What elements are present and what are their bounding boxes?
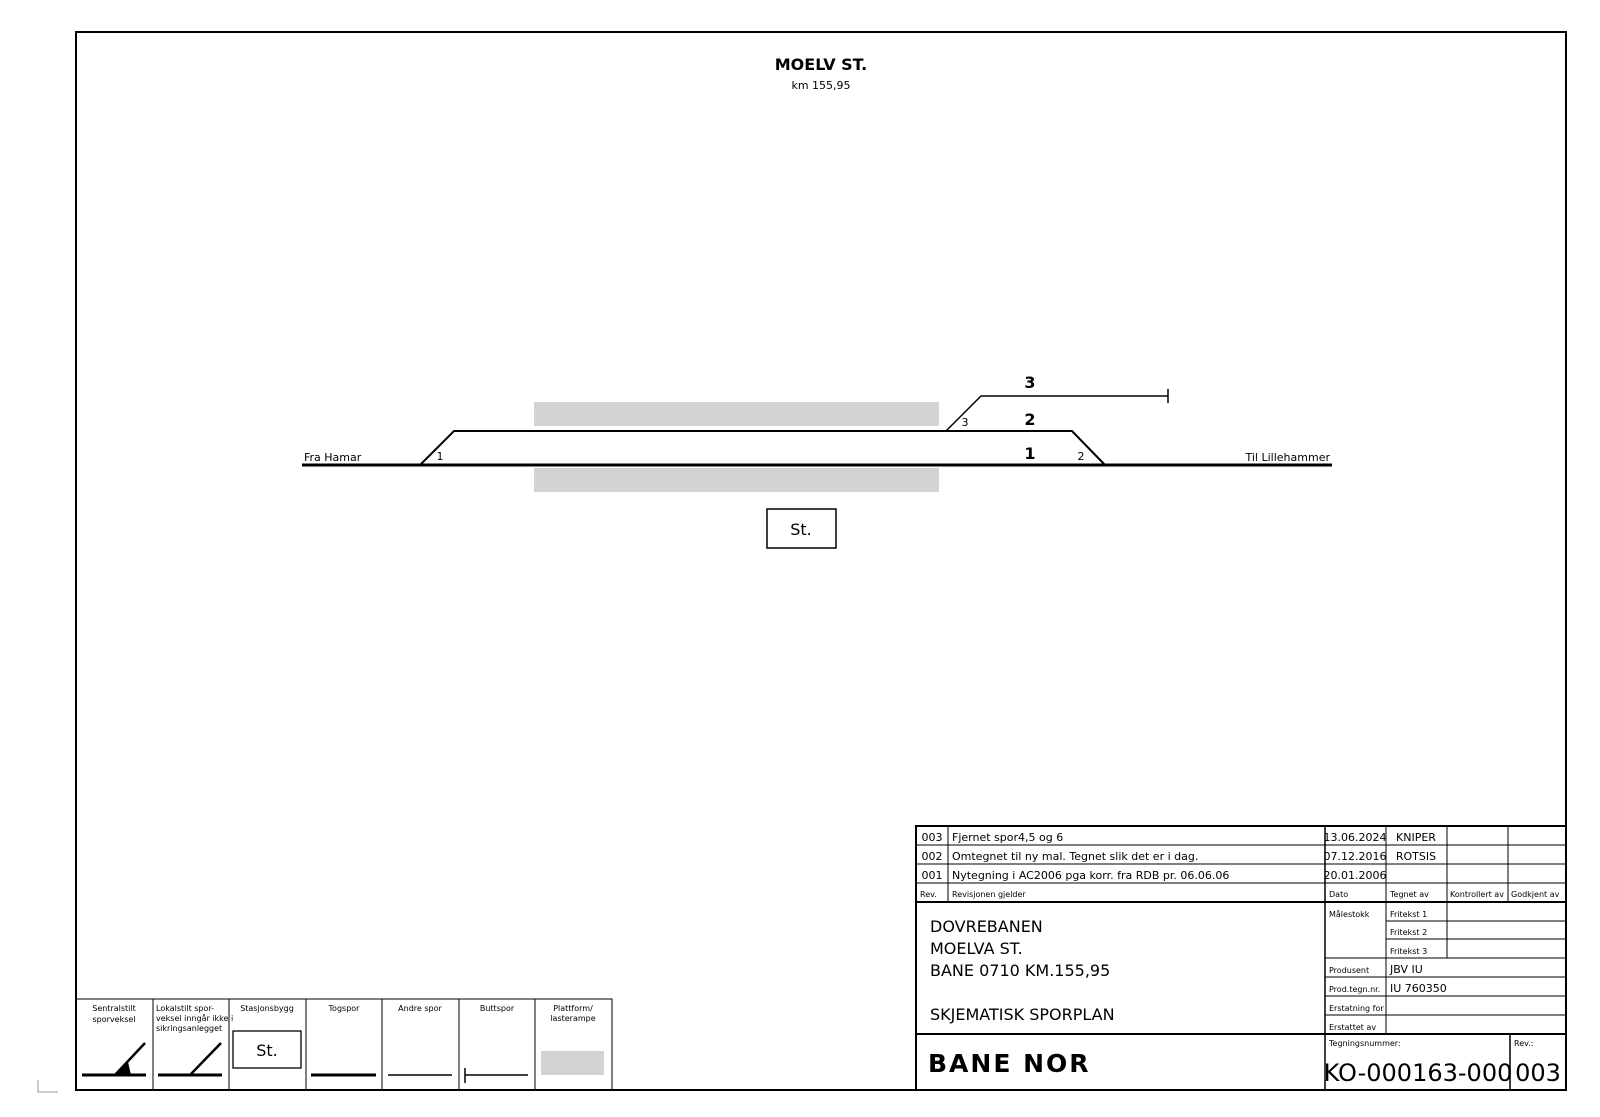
col-checked-header: Kontrollert av: [1450, 890, 1504, 899]
track-number-2: 2: [1024, 410, 1036, 429]
corner-mark: [38, 1080, 58, 1092]
sheet-border: [76, 32, 1566, 1090]
rev-row-1-drawn-by: KNIPER: [1396, 831, 1436, 844]
free-text-3-label: Fritekst 3: [1390, 947, 1428, 956]
switch-number-2: 2: [1077, 450, 1085, 463]
rev-label: Rev.:: [1514, 1039, 1534, 1048]
legend-label-platform: Plattform/ lasterampe: [550, 1004, 596, 1023]
project-line-2: MOELVA ST.: [930, 939, 1023, 958]
free-text-2-label: Fritekst 2: [1390, 928, 1428, 937]
rev-row-1-number: 003: [921, 831, 943, 844]
rev-row-3-date: 20.01.2006: [1323, 869, 1387, 882]
switch-number-3: 3: [961, 416, 969, 429]
legend-symbol-platform: [541, 1051, 604, 1075]
col-approved-header: Godkjent av: [1511, 890, 1560, 899]
station-km: km 155,95: [791, 79, 851, 92]
bane-nor-logo: [928, 1049, 1091, 1078]
track-3-siding: [946, 396, 1168, 431]
project-line-1: DOVREBANEN: [930, 917, 1043, 936]
legend-label-local-switch: Lokalstilt spor-veksel inngår ikke i sikringsanlegget: [156, 1004, 234, 1033]
rev-row-2-drawn-by: ROTSIS: [1395, 850, 1437, 863]
rev-row-1-date: 13.06.2024: [1323, 831, 1387, 844]
drawing-type: SKJEMATISK SPORPLAN: [930, 1005, 1115, 1024]
legend-label-dead-end-track: Buttspor: [479, 1004, 515, 1013]
producer-value: JBV IU: [1390, 963, 1423, 976]
direction-to-label: Til Lillehammer: [1245, 451, 1330, 464]
track-number-3: 3: [1024, 373, 1036, 392]
project-line-3: BANE 0710 KM.155,95: [930, 961, 1111, 980]
legend-station-symbol-label: St.: [256, 1041, 278, 1060]
track-2: [420, 431, 1105, 465]
replaced-by-label: Erstattet av: [1329, 1023, 1377, 1032]
rev-row-2-number: 002: [921, 850, 943, 863]
legend-label-central-switch: Sentralstilt sporveksel: [92, 1004, 136, 1024]
rev-row-2-date: 07.12.2016: [1323, 850, 1387, 863]
prod-no-value: IU 760350: [1390, 982, 1447, 995]
replaces-label: Erstatning for: [1329, 1004, 1384, 1013]
scale-label: Målestokk: [1329, 910, 1370, 919]
station-building-label: St.: [790, 520, 812, 539]
direction-from-label: Fra Hamar: [304, 451, 362, 464]
col-description-header: Revisjonen gjelder: [952, 890, 1026, 899]
rev-row-1-text: Fjernet spor4,5 og 6: [952, 831, 1064, 844]
platform-lower: [534, 468, 939, 492]
switch-number-1: 1: [436, 450, 444, 463]
legend-label-other-track: Andre spor: [398, 1004, 442, 1013]
rev-row-2-text: Omtegnet til ny mal. Tegnet slik det er i dag.: [952, 850, 1199, 863]
col-drawn-header: Tegnet av: [1390, 890, 1429, 899]
rev-value: 003: [1515, 1059, 1561, 1087]
col-rev-header: Rev.: [920, 890, 937, 899]
rev-row-3-number: 001: [921, 869, 943, 882]
legend-label-train-track: Togspor: [328, 1004, 360, 1013]
station-title: MOELV ST.: [774, 55, 868, 74]
rev-row-3-text: Nytegning i AC2006 pga korr. fra RDB pr. 06.06.06: [952, 869, 1230, 882]
free-text-1-label: Fritekst 1: [1390, 910, 1428, 919]
drawing-no-label: Tegningsnummer:: [1329, 1039, 1401, 1048]
legend-label-station-building: Stasjonsbygg: [240, 1004, 294, 1013]
legend: [76, 999, 612, 1090]
platform-upper: [534, 402, 939, 426]
bane-nor-logo-text: BANE NOR: [928, 1049, 1091, 1078]
producer-label: Produsent: [1329, 966, 1370, 975]
track-number-1: 1: [1024, 444, 1036, 463]
prod-no-label: Prod.tegn.nr.: [1329, 985, 1381, 994]
col-date-header: Dato: [1329, 890, 1349, 899]
drawing-number: KO-000163-000: [1323, 1059, 1513, 1087]
